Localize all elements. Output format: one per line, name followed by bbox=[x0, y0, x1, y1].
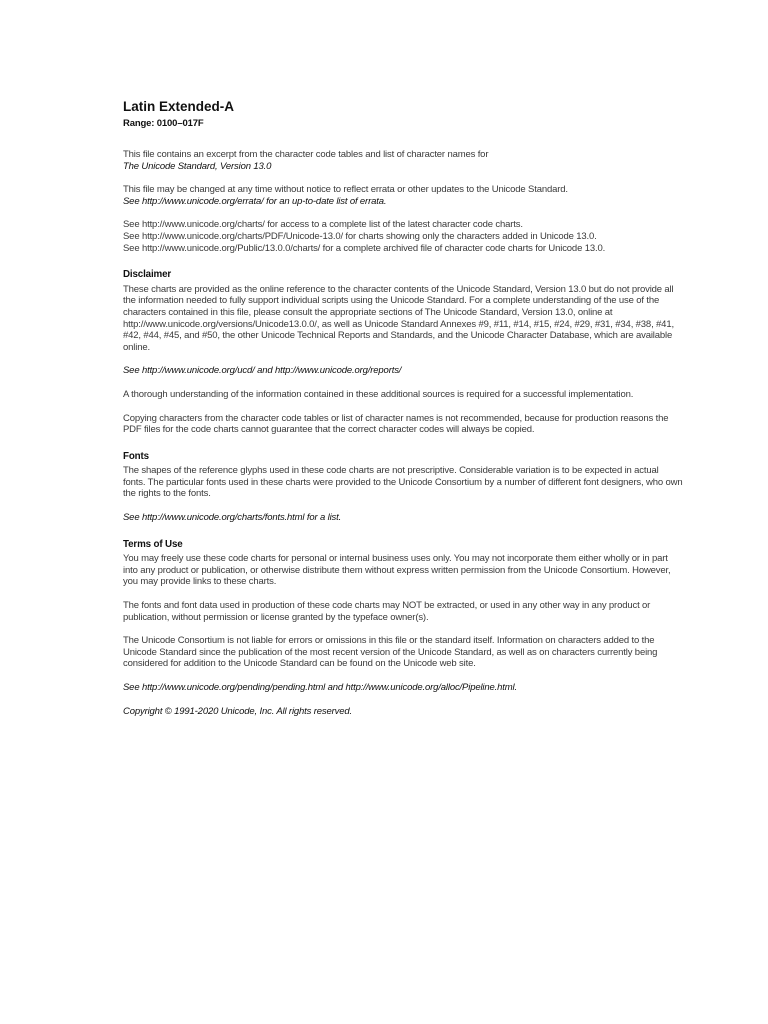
change-notice-text: This file may be changed at any time without notice to reflect errata or other updates to the Unicode Standard. bbox=[123, 184, 568, 196]
fonts-heading: Fonts bbox=[123, 450, 149, 462]
disclaimer-paragraph-2: A thorough understanding of the information contained in these additional sources is required for a successful implementation. bbox=[123, 388, 634, 400]
errata-link-text: See http://www.unicode.org/errata/ for an up-to-date list of errata. bbox=[123, 195, 387, 207]
page-title: Latin Extended-A bbox=[123, 99, 235, 114]
document-page bbox=[123, 99, 683, 717]
change-notice-block bbox=[123, 184, 683, 207]
code-range: Range: 0100–017F bbox=[123, 118, 204, 129]
standard-version: The Unicode Standard, Version 13.0 bbox=[123, 160, 272, 172]
disclaimer-see-text: See http://www.unicode.org/ucd/ and http://www.unicode.org/reports/ bbox=[123, 365, 402, 377]
terms-heading: Terms of Use bbox=[123, 538, 183, 550]
charts-link-text: See http://www.unicode.org/charts/ for access to a complete list of the latest character code charts. bbox=[123, 219, 523, 231]
terms-paragraph-3: The Unicode Consortium is not liable for errors or omissions in this file or the standard itself. Information on characters added to the Unicode Standard since the publication of the most recent version of the Unicode Standard, as well as on characters currently being considered for addition to the Unicode Standard can be found on the Unicode web site. bbox=[123, 635, 658, 670]
fonts-see-text: See http://www.unicode.org/charts/fonts.html for a list. bbox=[123, 512, 342, 524]
terms-paragraph-2: The fonts and font data used in production of these code charts may NOT be extracted, or used in any other way in any product or publication, without permission or license granted by the typeface owner(s). bbox=[123, 600, 651, 623]
intro-block bbox=[123, 149, 683, 172]
terms-see-text: See http://www.unicode.org/pending/pending.html and http://www.unicode.org/alloc/Pipeline.html. bbox=[123, 682, 517, 693]
disclaimer-paragraph-3: Copying characters from the character code tables or list of character names is not recommended, because for production reasons the PDF files for the code charts cannot guarantee that the correct character codes will always be copied. bbox=[123, 412, 669, 436]
charts-added-link-text: See http://www.unicode.org/charts/PDF/Unicode-13.0/ for charts showing only the characters added in Unicode 13.0. bbox=[123, 230, 597, 242]
terms-paragraph: You may freely use these code charts for personal or internal business uses only. You may not incorporate them either wholly or in part into any product or publication, or otherwise distribute them without express written permission from the Unicode Consortium. However, you may provide links to these charts. bbox=[123, 553, 671, 588]
chart-links-block bbox=[123, 219, 683, 254]
charts-archive-link-text: See http://www.unicode.org/Public/13.0.0/charts/ for a complete archived file of character code charts for Unicode 13.0. bbox=[123, 242, 606, 254]
disclaimer-heading: Disclaimer bbox=[123, 269, 172, 281]
disclaimer-paragraph: These charts are provided as the online reference to the character contents of the Unicode Standard, Version 13.0 but do not provide all the information needed to fully support individual scripts using the Unicode Standard. For a complete understanding of the use of the characters contained in this file, please consult the appropriate sections of The Unicode Standard, Version 13.0, online at http://www.unicode.org/versions/Unicode13.0.0/, as well as Unicode Standard Annexes #9, #11, #14, #15, #24, #29, #31, #34, #38, #41, #42, #44, #45, and #50, the other Unicode Technical Reports and Standards, and the Unicode Character Database, which are available online. bbox=[123, 283, 674, 353]
intro-text: This file contains an excerpt from the character code tables and list of character names for bbox=[123, 149, 489, 160]
fonts-paragraph: The shapes of the reference glyphs used in these code charts are not prescriptive. Considerable variation is to be expected in actual fonts. The particular fonts used in these charts were provided to the Unicode Consortium by a number of different font designers, who own the rights to the fonts. bbox=[123, 465, 683, 500]
copyright-notice: Copyright © 1991-2020 Unicode, Inc. All rights reserved. bbox=[123, 705, 353, 717]
